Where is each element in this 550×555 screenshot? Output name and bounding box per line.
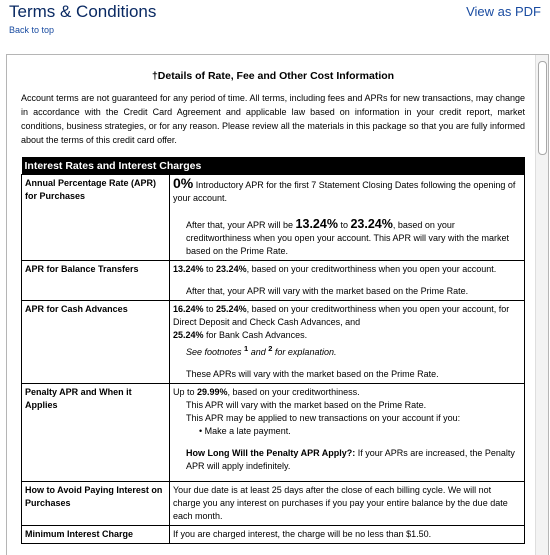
footnote-text: See footnotes	[186, 347, 245, 357]
rate-high: 25.24%	[216, 304, 247, 314]
text: If your APRs are increased, the Penalty APR will apply indefinitely.	[186, 448, 515, 471]
terms-scroll-frame[interactable]	[6, 54, 549, 555]
text: to	[203, 264, 217, 274]
penalty-rate: 29.99%	[197, 387, 228, 397]
row-label: APR for Balance Transfers	[22, 261, 170, 301]
row-value: If you are charged interest, the charge will be no less than $1.50.	[170, 526, 525, 544]
intro-rate: 0%	[173, 175, 194, 191]
rate-low: 13.24%	[295, 217, 338, 231]
footnote-text: and	[248, 347, 269, 357]
details-intro: Account terms are not guaranteed for any period of time. All terms, including fees and APRs for new transactions, may change in accordance with the Credit Card Agreement and applicable law based on information in your credit report, market conditions, business strategies, or for any reason. Please review all the materials in this package so that you are fully informed about the terms of this credit card offer.	[21, 93, 525, 145]
table-row-balance-transfers	[22, 261, 525, 301]
rate-bank: 25.24%	[173, 330, 204, 340]
text: After that, your APR will vary with the market based on the Prime Rate.	[186, 286, 469, 296]
interest-rates-table	[21, 157, 525, 544]
table-row-cash-advances	[22, 301, 525, 384]
text: Up to	[173, 387, 198, 397]
row-label: Penalty APR and When it Applies	[22, 384, 170, 482]
rate-low: 16.24%	[173, 304, 204, 314]
text: to	[203, 304, 217, 314]
table-row-minimum-interest	[22, 526, 525, 544]
view-as-pdf-link[interactable]: View as PDF	[466, 4, 541, 19]
text: This APR may be applied to new transactions on your account if you:	[186, 413, 461, 423]
table-header: Interest Rates and Interest Charges	[22, 157, 525, 175]
intro-text: Introductory APR for the first 7 Statement Closing Dates following the opening of your account.	[173, 180, 516, 203]
page-title: Terms & Conditions	[9, 2, 157, 21]
row-value	[170, 301, 525, 384]
text: , based on your creditworthiness when you open your account. This APR will vary with the market based on the Prime Rate.	[186, 220, 509, 256]
row-value: Your due date is at least 25 days after the close of each billing cycle. We will not charge you any interest on purchases if you pay your entire balance by the due date each month.	[170, 482, 525, 526]
vertical-scrollbar[interactable]	[535, 55, 548, 555]
text: , based on your creditworthiness when you open your account.	[246, 264, 497, 274]
row-value	[170, 261, 525, 301]
penalty-question: How Long Will the Penalty APR Apply?:	[186, 448, 356, 458]
row-label: Minimum Interest Charge	[22, 526, 170, 544]
row-label: APR for Cash Advances	[22, 301, 170, 384]
text: After that, your APR will be	[186, 220, 296, 230]
text: , based on your creditworthiness.	[227, 387, 360, 397]
back-to-top-link[interactable]: Back to top	[9, 25, 55, 35]
row-label: Annual Percentage Rate (APR) for Purchases	[22, 175, 170, 261]
text: , based on your creditworthiness when you open your account, for Direct Deposit and Check Cash Advances, and	[173, 304, 510, 327]
table-row-penalty	[22, 384, 525, 482]
scrollbar-thumb[interactable]	[538, 61, 547, 155]
rate-low: 13.24%	[173, 264, 204, 274]
text: for Bank Cash Advances.	[203, 330, 308, 340]
text: This APR will vary with the market based on the Prime Rate.	[186, 400, 427, 410]
rate-high: 23.24%	[350, 217, 393, 231]
footnote-1: 1	[244, 344, 249, 353]
rate-high: 23.24%	[216, 264, 247, 274]
text: to	[337, 220, 351, 230]
details-heading: †Details of Rate, Fee and Other Cost Information	[151, 70, 395, 82]
footnote-2: 2	[268, 344, 273, 353]
text: These APRs will vary with the market based on the Prime Rate.	[186, 369, 439, 379]
table-row-avoid-interest	[22, 482, 525, 526]
table-row-purchases	[22, 175, 525, 261]
row-label: How to Avoid Paying Interest on Purchases	[22, 482, 170, 526]
row-value	[170, 175, 525, 261]
bullet-item: • Make a late payment.	[199, 426, 291, 436]
row-value	[170, 384, 525, 482]
footnote-text: for explanation.	[272, 347, 337, 357]
